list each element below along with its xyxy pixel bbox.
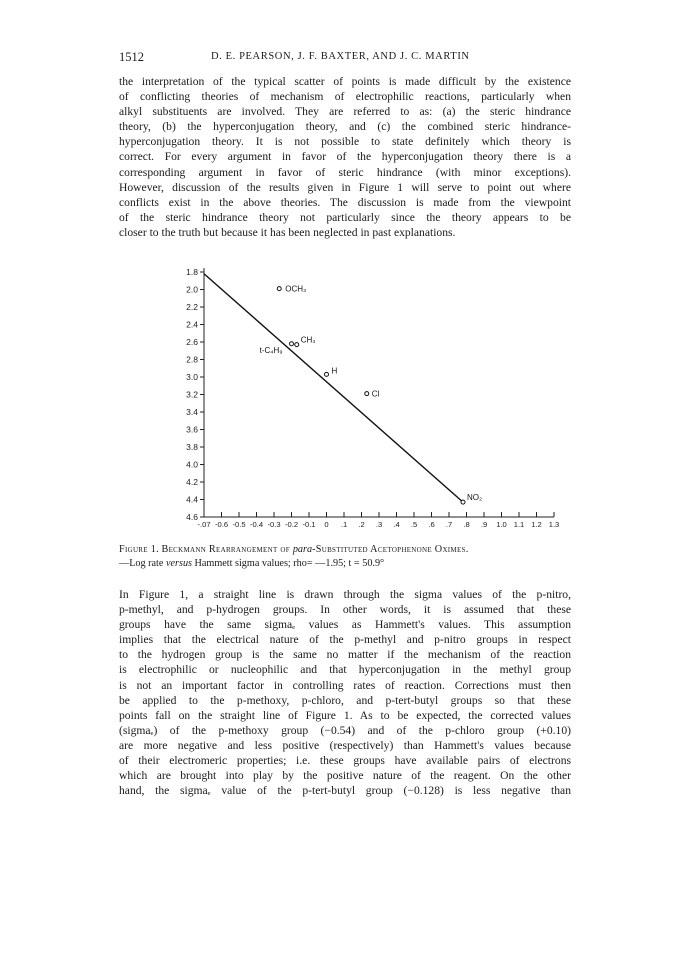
text-line: hyperconjugation theory. It is not possible to state definitely which theory is — [119, 135, 571, 149]
point-label: OCH₃ — [285, 284, 307, 294]
x-tick-label: .4 — [393, 520, 400, 529]
text-line: points fall on the straight line of Figure 1. As to be expected, the corrected values — [119, 708, 571, 722]
x-tick-label: .7 — [445, 520, 453, 529]
x-tick-label: .6 — [428, 520, 435, 529]
data-point — [295, 343, 299, 347]
figure-1-chart — [152, 262, 572, 536]
paragraph-figure-discussion — [119, 587, 571, 798]
y-tick-label: 2.8 — [186, 354, 198, 365]
x-tick-label: -.07 — [197, 520, 211, 529]
x-tick-label: .3 — [375, 520, 383, 529]
text-line: which are brought into play by the positive nature of the reagent. On the other — [119, 769, 571, 783]
text-line: However, discussion of the results given in Figure 1 will serve to point out where — [119, 180, 571, 194]
x-tick-label: 1.1 — [513, 520, 525, 529]
x-tick-label: -0.2 — [284, 520, 299, 529]
caption-title-c: -Substituted Acetophenone Oximes. — [312, 544, 469, 555]
x-tick-label: -0.1 — [302, 520, 316, 529]
y-tick-label: 2.6 — [186, 337, 198, 347]
x-tick-label: 1.3 — [548, 520, 560, 529]
caption-line2-b: versus — [165, 558, 192, 569]
point-label: Cl — [371, 389, 380, 399]
text-line: closer to the truth but because it has been neglected in past explanations. — [119, 225, 456, 239]
x-tick-label: 0 — [324, 520, 329, 529]
running-authors: D. E. PEARSON, J. F. BAXTER, AND J. C. MARTIN — [211, 51, 470, 62]
y-tick-label: 3.6 — [186, 424, 198, 435]
text-line: In Figure 1, a straight line is drawn through the sigma values of the p-nitro, — [119, 588, 571, 601]
y-tick-label: 4.0 — [186, 459, 198, 470]
point-label: t-C₄H₉ — [259, 345, 283, 355]
text-line: is not an important factor in controlling rates of reaction. Corrections must then — [119, 678, 571, 692]
y-tick-label: 2.4 — [186, 319, 198, 330]
y-tick-label: 3.2 — [186, 389, 198, 400]
caption-line2-a: —Log rate — [119, 558, 166, 569]
y-tick-label: 4.6 — [186, 512, 198, 522]
text-line: hand, the sigmaₑ value of the p-tert-butyl group (−0.128) is less negative than — [119, 784, 571, 798]
y-tick-label: 3.8 — [186, 442, 198, 452]
text-line: is electrophilic or nucleophilic and that hyperconjugation in the methyl group — [119, 663, 571, 677]
y-tick-label: 2.0 — [186, 284, 198, 295]
text-line: conflicts exist in the above theories. The discussion is made from the viewpoint — [119, 195, 571, 209]
x-tick-label: -0.4 — [249, 520, 264, 529]
text-line: implies that the electrical nature of the p-methyl and p-nitro groups in respect — [119, 633, 571, 647]
text-line: of their electromeric properties; i.e. these groups have available pairs of electrons — [119, 754, 571, 768]
caption-title-b: para — [292, 544, 313, 555]
text-line: of the steric hindrance theory not particularly since the theory appears to be — [119, 210, 571, 224]
data-point — [277, 287, 281, 291]
x-tick-label: .9 — [480, 520, 488, 529]
caption-label: Figure 1. — [119, 544, 159, 555]
x-tick-label: .5 — [410, 520, 418, 529]
y-tick-label: 3.4 — [186, 407, 198, 417]
x-tick-label: 1.2 — [531, 520, 542, 529]
text-line: theory, (b) the hyperconjugation theory, and (c) the combined steric hindrance- — [119, 120, 571, 134]
text-line: alkyl substituents are involved. They are referred to as: (a) the steric hindrance — [119, 105, 571, 119]
x-tick-label: .2 — [358, 520, 365, 529]
text-line: groups have the same sigmaₑ values as Hammett's values. This assumption — [119, 618, 571, 632]
point-label: CH₃ — [300, 335, 316, 345]
y-tick-label: 4.4 — [186, 494, 198, 505]
x-tick-label: .1 — [340, 520, 348, 529]
caption-title-a: Beckmann Rearrangement of — [161, 544, 293, 555]
x-tick-label: -0.6 — [214, 520, 229, 529]
x-tick-label: 1.0 — [496, 520, 507, 529]
text-line: of conflicting theories of mechanism of electrophilic reactions, particularly when — [119, 90, 571, 104]
text-line: are more negative and less positive (respectively) than Hammett's values because — [119, 738, 571, 752]
y-tick-label: 3.0 — [186, 372, 198, 382]
point-label: NO₂ — [467, 493, 483, 503]
figure-caption — [119, 543, 571, 571]
page-number: 1512 — [119, 50, 144, 64]
paragraph-intro — [119, 74, 571, 240]
y-tick-label: 2.2 — [186, 302, 198, 312]
text-line: to the hydrogen group is the same no matter if the mechanism of the reaction — [119, 648, 571, 662]
point-label: H — [331, 366, 338, 376]
text-line: (sigmaₑ) of the p-methoxy group (−0.54) and of the p-chloro group (+0.10) — [119, 723, 571, 737]
text-line: p-methyl, and p-hydrogen groups. In other words, it is assumed that these — [119, 603, 571, 617]
text-line: be applied to the p-methoxy, p-chloro, and p-tert-butyl groups so that these — [119, 693, 571, 707]
x-tick-label: -0.3 — [267, 520, 281, 529]
y-tick-label: 1.8 — [186, 267, 198, 277]
caption-line2-c: Hammett sigma values; rho= —1.95; t = 50.9° — [192, 558, 385, 569]
data-point — [325, 372, 329, 376]
data-point — [290, 342, 294, 346]
text-line: the interpretation of the typical scatter of points is made difficult by the existence — [119, 75, 571, 88]
data-point — [365, 392, 369, 396]
x-tick-label: .8 — [463, 520, 470, 529]
regression-line — [204, 274, 463, 502]
data-point — [461, 500, 465, 504]
y-tick-label: 4.2 — [186, 477, 198, 487]
text-line: correct. For every argument in favor of the hyperconjugation theory there is a — [119, 150, 571, 164]
x-tick-label: -0.5 — [232, 520, 246, 529]
text-line: corresponding argument in favor of steric hindrance (with minor exceptions). — [119, 165, 571, 179]
